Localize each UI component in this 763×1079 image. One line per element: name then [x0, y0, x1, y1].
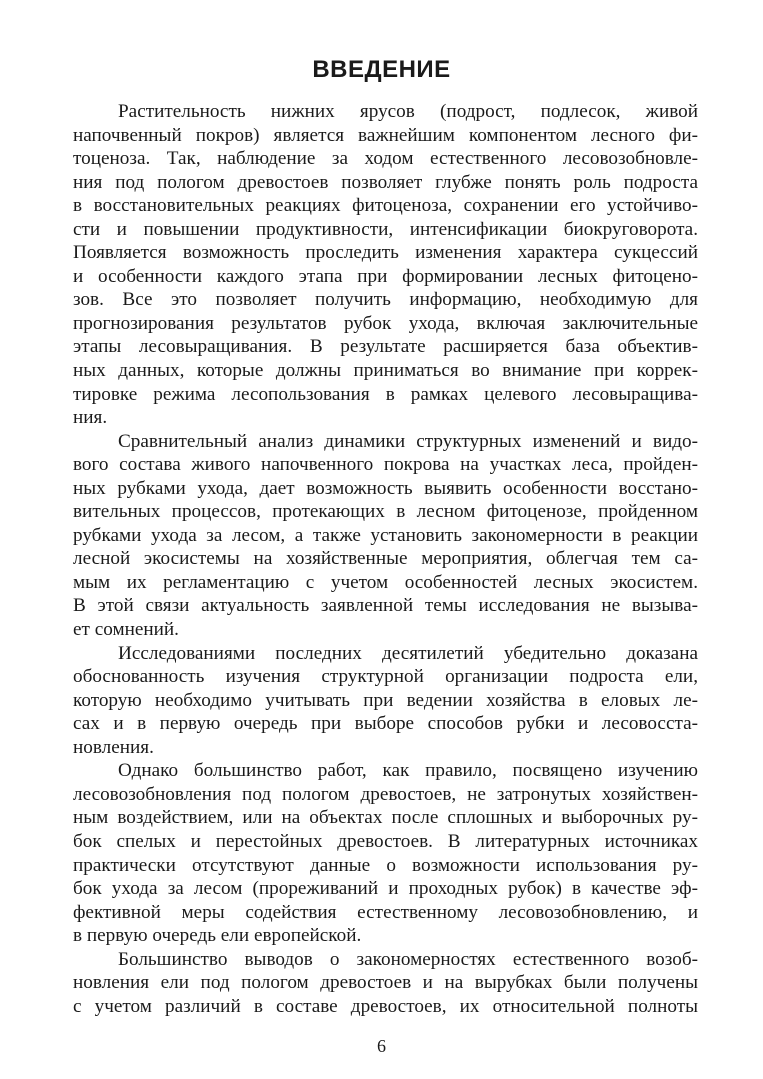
text-line: Однако большинство работ, как правило, посвящено изучению — [118, 760, 698, 782]
text-line: ет сомнений. — [73, 619, 179, 641]
text-line: вительных процессов, протекающих в лесном фитоценозе, пройденном — [73, 501, 698, 523]
text-line: обоснованность изучения структурной организации подроста ели, — [73, 666, 698, 688]
text-line: В этой связи актуальность заявленной темы исследования не вызыва- — [73, 595, 698, 617]
text-line: фективной меры содействия естественному лесовозобновлению, и — [73, 901, 698, 923]
paragraph — [73, 100, 698, 430]
text-line: Сравнительный анализ динамики структурных изменений и видо- — [118, 430, 698, 452]
text-line: тировке режима лесопользования в рамках целевого лесовыращива- — [73, 383, 698, 405]
text-line: ных рубками ухода, дает возможность выявить особенности восстано- — [73, 477, 698, 499]
text-line: сти и повышении продуктивности, интенсификации биокруговорота. — [73, 218, 698, 240]
text-line: лесовозобновления под пологом древостоев, не затронутых хозяйствен- — [73, 783, 698, 805]
text-line: зов. Все это позволяет получить информацию, необходимую для — [73, 289, 698, 311]
text-line: ния под пологом древостоев позволяет глубже понять роль подроста — [73, 171, 698, 193]
text-line: ных данных, которые должны приниматься во внимание при коррек- — [73, 360, 698, 382]
text-line: новления ели под пологом древостоев и на вырубках были получены — [73, 972, 698, 994]
text-line: Растительность нижних ярусов (подрост, подлесок, живой — [118, 101, 698, 122]
text-line: которую необходимо учитывать при ведении хозяйства в еловых ле- — [73, 689, 698, 711]
paragraph — [73, 642, 698, 760]
text-line: и особенности каждого этапа при формировании лесных фитоцено- — [73, 265, 698, 287]
text-line: Исследованиями последних десятилетий убедительно доказана — [118, 642, 698, 664]
text-line: Большинство выводов о закономерностях естественного возоб- — [118, 948, 698, 970]
text-line: тоценоза. Так, наблюдение за ходом естественного лесовозобновле- — [73, 148, 698, 170]
page-number: 6 — [377, 1036, 386, 1056]
text-line: с учетом различий в составе древостоев, их относительной полноты — [73, 995, 698, 1017]
text-line: сах и в первую очередь при выборе способов рубки и лесовосста- — [73, 713, 698, 735]
text-line: ным воздействием, или на объектах после сплошных и выборочных ру- — [73, 807, 698, 829]
text-line: этапы лесовыращивания. В результате расширяется база объектив- — [73, 336, 698, 358]
text-line: мым их регламентацию с учетом особенностей лесных экосистем. — [73, 571, 698, 593]
text-line: бок ухода за лесом (прореживаний и проходных рубок) в качестве эф- — [73, 878, 698, 900]
body-text — [73, 100, 698, 1018]
text-line: рубками ухода за лесом, а также установить закономерности в реакции — [73, 524, 698, 546]
text-line: бок спелых и перестойных древостоев. В литературных источниках — [73, 830, 698, 852]
text-line: напочвенный покров) является важнейшим компонентом лесного фи- — [73, 124, 698, 146]
text-line: в первую очередь ели европейской. — [73, 925, 362, 947]
paragraph — [73, 430, 698, 642]
text-line: вого состава живого напочвенного покрова на участках леса, пройден- — [73, 454, 698, 476]
text-line: ния. — [73, 407, 108, 429]
section-title: ВВЕДЕНИЕ — [312, 56, 451, 83]
paragraph — [73, 759, 698, 947]
text-line: в восстановительных реакциях фитоценоза, сохранении его устойчиво- — [73, 195, 698, 217]
text-line: Появляется возможность проследить изменения характера сукцессий — [73, 242, 698, 264]
text-line: прогнозирования результатов рубок ухода, включая заключительные — [73, 312, 698, 334]
text-line: практически отсутствуют данные о возможности использования ру- — [73, 854, 698, 876]
paragraph — [73, 948, 698, 1019]
text-line: лесной экосистемы на хозяйственные мероприятия, облегчая тем са- — [73, 548, 698, 570]
text-line: новления. — [73, 736, 154, 758]
